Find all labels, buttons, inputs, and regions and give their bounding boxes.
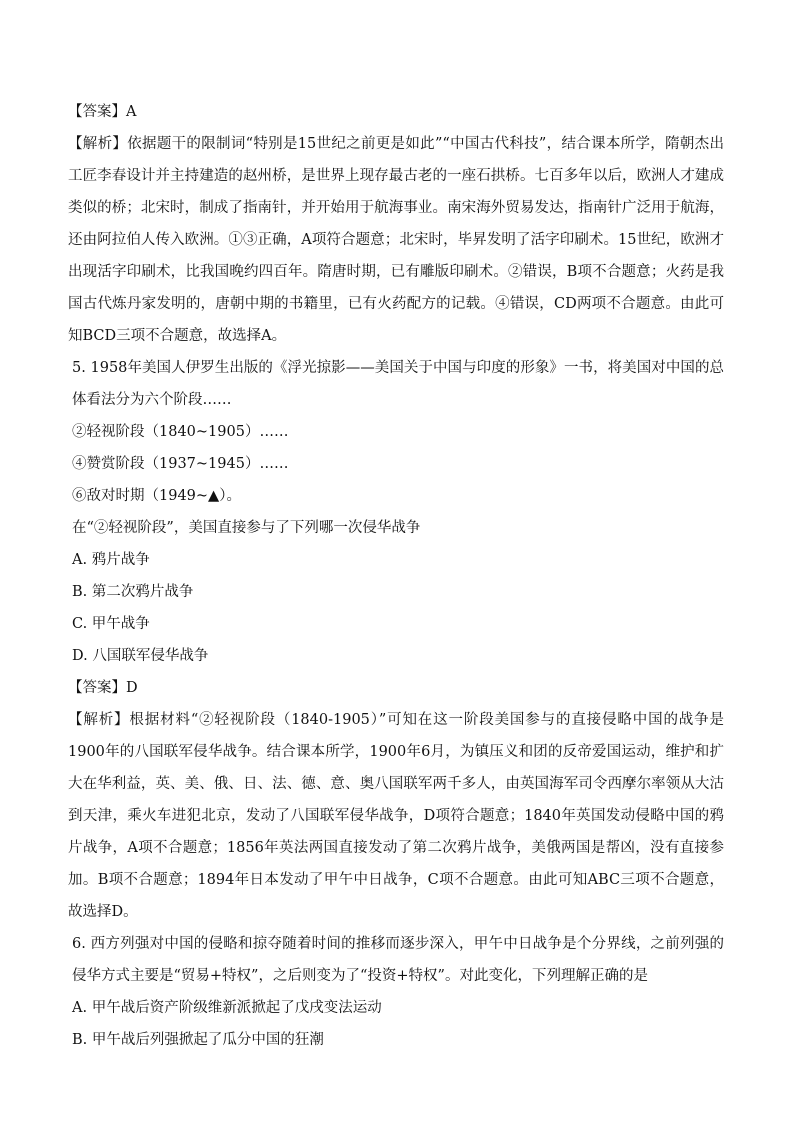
q5-analysis: 【解析】根据材料“②轻视阶段（1840-1905）”可知在这一阶段美国参与的直接侵略中国的战争是1900年的八国联军侵华战争。结合课本所学，1900年6月，为镇压义和团的反帝爱国运动，维护和扩大在华利益，英、美、俄、日、法、德、意、奥八国联军两千多人，由英国海军司令西摩尔率领从大沽到天津，乘火车进犯北京，发动了八国联军侵华战争，D项符合题意；1840年英国发动侵略中国的鸦片战争，A项不合题意；1856年英法两国直接发动了第二次鸦片战争，美俄两国是帮凶，没有直接参加。B项不合题意；1894年日本发动了甲午中日战争，C项不合题意。由此可知ABC三项不合题意，故选择D。 [68, 712, 724, 920]
q5-option-c: C. 甲午战争 [72, 616, 150, 632]
q5-question: 在“②轻视阶段”，美国直接参与了下列哪一次侵华战争 [72, 520, 421, 536]
document-page [68, 96, 724, 1056]
q5-stage-6: ⑥敌对时期（1949~▲）。 [72, 488, 241, 504]
q6-option-b: B. 甲午战后列强掀起了瓜分中国的狂潮 [72, 1032, 324, 1048]
q5-option-a: A. 鸦片战争 [72, 552, 150, 568]
q5-answer: 【答案】D [68, 680, 138, 696]
q5-stage-4: ④赞赏阶段（1937~1945）…… [72, 456, 289, 472]
q6-option-a: A. 甲午战后资产阶级维新派掀起了戊戌变法运动 [72, 1000, 382, 1016]
q5-stage-2: ②轻视阶段（1840~1905）…… [72, 424, 289, 440]
q5-stem: 5. 1958年美国人伊罗生出版的《浮光掠影——美国关于中国与印度的形象》一书，将美国对中国的总体看法分为六个阶段…… [72, 360, 724, 408]
q4-analysis: 【解析】依据题干的限制词“特别是15世纪之前更是如此”“中国古代科技”，结合课本所学，隋朝杰出工匠李春设计并主持建造的赵州桥，是世界上现存最古老的一座石拱桥。七百多年以后，欧洲人才建成类似的桥；北宋时，制成了指南针，并开始用于航海事业。南宋海外贸易发达，指南针广泛用于航海，还由阿拉伯人传入欧洲。①③正确，A项符合题意；北宋时，毕昇发明了活字印刷术。15世纪，欧洲才出现活字印刷术，比我国晚约四百年。隋唐时期，已有雕版印刷术。②错误，B项不合题意；火药是我国古代炼丹家发明的，唐朝中期的书籍里，已有火药配方的记载。④错误，CD两项不合题意。由此可知BCD三项不合题意，故选择A。 [68, 136, 724, 344]
q5-option-d: D. 八国联军侵华战争 [72, 648, 209, 664]
q4-answer: 【答案】A [68, 104, 137, 120]
q5-option-b: B. 第二次鸦片战争 [72, 584, 194, 600]
q6-stem: 6. 西方列强对中国的侵略和掠夺随着时间的推移而逐步深入，甲午中日战争是个分界线，之前列强的侵华方式主要是“贸易+特权”，之后则变为了“投资+特权”。对此变化，下列理解正确的是 [72, 936, 724, 984]
